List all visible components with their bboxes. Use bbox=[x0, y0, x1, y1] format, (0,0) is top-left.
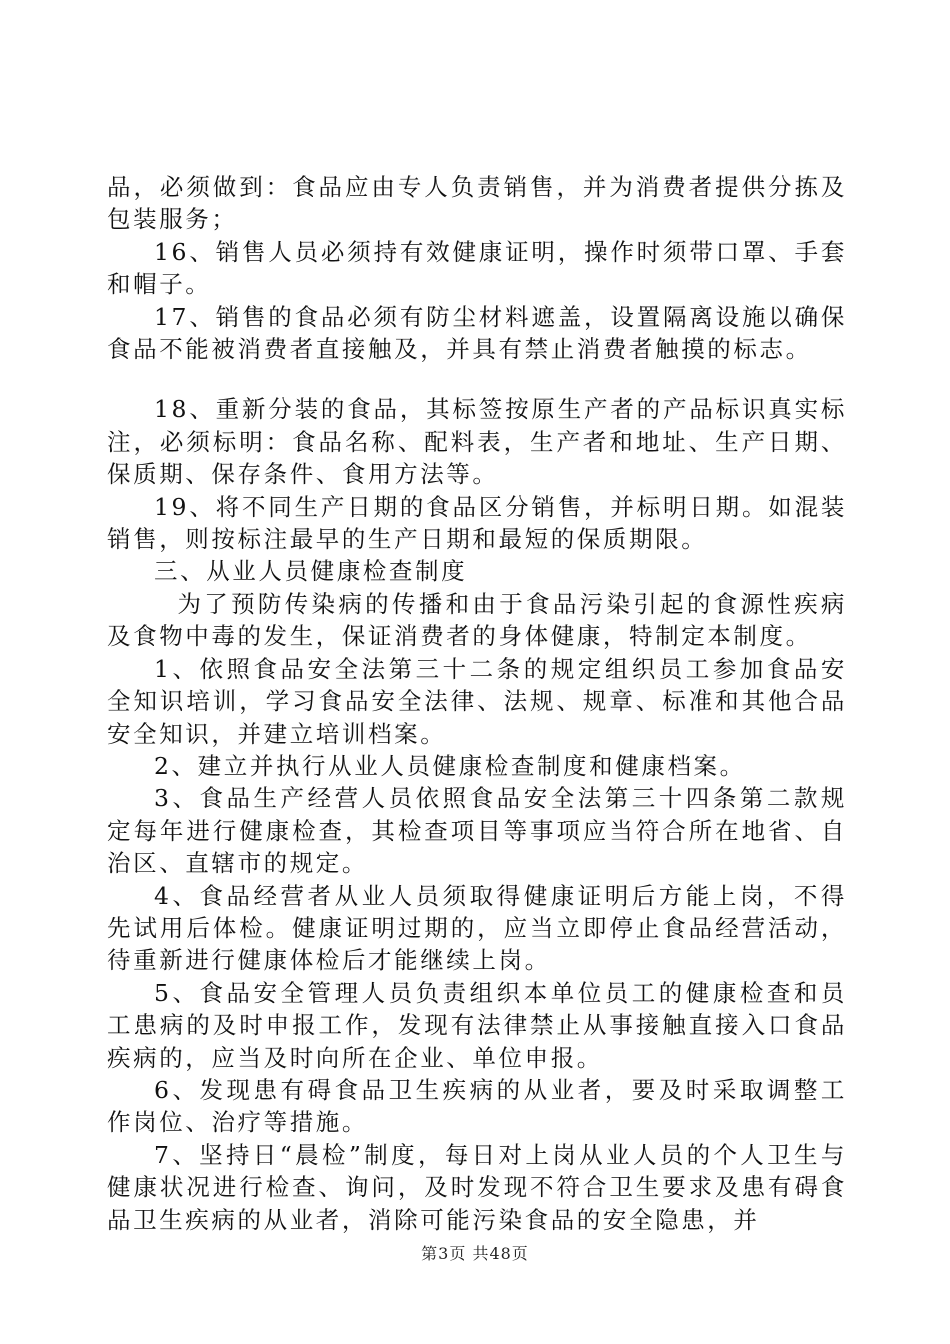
paragraph-item-4: 4、食品经营者从业人员须取得健康证明后方能上岗，不得先试用后体检。健康证明过期的，应当立即停止食品经营活动，待重新进行健康体检后才能继续上岗。 bbox=[107, 881, 847, 975]
paragraph-item-5: 5、食品安全管理人员负责组织本单位员工的健康检查和员工患病的及时申报工作，发现有法律禁止从事接触直接入口食品疾病的，应当及时向所在企业、单位申报。 bbox=[107, 978, 847, 1072]
paragraph-item-3: 3、食品生产经营人员依照食品安全法第三十四条第二款规定每年进行健康检查，其检查项目等事项应当符合所在地省、自治区、直辖市的规定。 bbox=[107, 784, 847, 878]
paragraph-item-6: 6、发现患有碍食品卫生疾病的从业者，要及时采取调整工作岗位、治疗等措施。 bbox=[107, 1075, 847, 1137]
paragraph-gap bbox=[107, 365, 847, 393]
paragraph-item-2: 2、建立并执行从业人员健康检查制度和健康档案。 bbox=[154, 751, 746, 780]
document-body bbox=[107, 171, 847, 1236]
paragraph-intro: 为了预防传染病的传播和由于食品污染引起的食源性疾病及食物中毒的发生，保证消费者的身体健康，特制定本制度。 bbox=[107, 589, 847, 651]
paragraph-item-1: 1、依照食品安全法第三十二条的规定组织员工参加食品安全知识培训，学习食品安全法律、法规、规章、标准和其他合品安全知识，并建立培训档案。 bbox=[107, 654, 847, 748]
paragraph-item-17: 17、销售的食品必须有防尘材料遮盖，设置隔离设施以确保食品不能被消费者直接触及，并具有禁止消费者触摸的标志。 bbox=[107, 302, 847, 364]
section-heading: 三、从业人员健康检查制度 bbox=[154, 557, 468, 586]
paragraph-item-18: 18、重新分装的食品，其标签按原生产者的产品标识真实标注，必须标明：食品名称、配料表，生产者和地址、生产日期、保质期、保存条件、食用方法等。 bbox=[107, 395, 847, 489]
paragraph-item-16: 16、销售人员必须持有效健康证明，操作时须带口罩、手套和帽子。 bbox=[107, 237, 847, 299]
paragraph-item-7: 7、坚持日“晨检”制度，每日对上岗从业人员的个人卫生与健康状况进行检查、询问，及时发现不符合卫生要求及患有碍食品卫生疾病的从业者，消除可能污染食品的安全隐患，并 bbox=[107, 1140, 847, 1234]
page-footer: 第3页 共48页 bbox=[421, 1244, 529, 1263]
paragraph-continuation: 品，必须做到：食品应由专人负责销售，并为消费者提供分拣及包装服务； bbox=[107, 173, 847, 234]
paragraph-item-19: 19、将不同生产日期的食品区分销售，并标明日期。如混装销售，则按标注最早的生产日期和最短的保质期限。 bbox=[107, 492, 847, 554]
